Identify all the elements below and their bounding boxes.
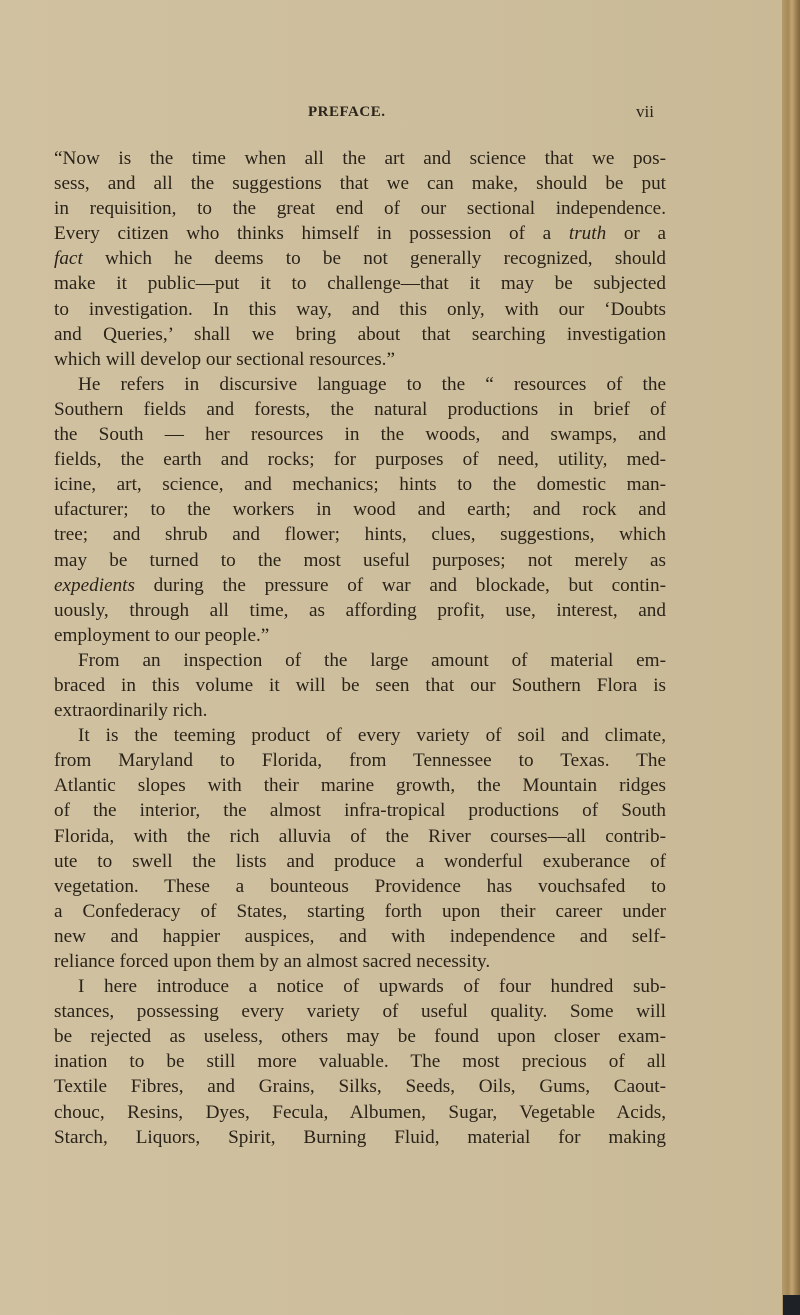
text-run: Atlantic slopes with their marine growth, the Mountain ridges — [54, 775, 666, 797]
text-line — [54, 748, 666, 773]
text-run: vegetation. These a bounteous Providence has vouchsafed to — [54, 875, 666, 897]
text-run: to investigation. In this way, and this only, with our ‘Doubts — [54, 298, 666, 320]
text-line — [54, 347, 666, 372]
text-run: ufacturer; to the workers in wood and earth; and rock and — [54, 499, 666, 521]
body-text — [54, 146, 666, 1150]
text-run: reliance forced upon them by an almost sacred necessity. — [54, 951, 491, 972]
text-line — [54, 271, 666, 296]
text-line — [54, 1024, 666, 1049]
text-line — [54, 548, 666, 573]
text-run: It is the teeming product of every variety of soil and climate, — [78, 725, 666, 747]
text-run: the South — her resources in the woods, and swamps, and — [54, 424, 666, 446]
text-run: ute to swell the lists and produce a wonderful exuberance of — [54, 850, 666, 872]
text-run: “Now is the time when all the art and science that we pos- — [54, 148, 666, 169]
text-run: which will develop our sectional resources.” — [54, 348, 395, 370]
text-line — [54, 422, 666, 447]
text-run: Florida, with the rich alluvia of the River courses—all contrib- — [54, 825, 666, 847]
text-line — [54, 974, 666, 999]
text-line — [54, 372, 666, 397]
text-line — [54, 146, 666, 171]
text-line — [54, 673, 666, 698]
text-line — [54, 171, 666, 196]
text-run: or a — [606, 223, 666, 245]
page-edge — [782, 0, 800, 1315]
text-line — [54, 322, 666, 347]
text-run: sess, and all the suggestions that we can make, should be put — [54, 173, 666, 195]
text-line — [54, 1049, 666, 1074]
text-run: in requisition, to the great end of our sectional independence. — [54, 198, 666, 220]
text-run: which he deems to be not generally recognized, should — [82, 248, 666, 270]
text-line — [54, 397, 666, 422]
text-run: ination to be still more valuable. The most precious of all — [54, 1051, 666, 1073]
text-run: extraordinarily rich. — [54, 700, 208, 722]
running-head — [0, 104, 784, 128]
text-run: uously, through all time, as affording profit, use, interest, and — [54, 599, 666, 621]
text-run: be rejected as useless, others may be found upon closer exam- — [54, 1026, 666, 1048]
text-line — [54, 472, 666, 497]
text-run: icine, art, science, and mechanics; hints to the domestic man- — [54, 474, 666, 496]
text-line — [54, 623, 666, 648]
text-line — [54, 196, 666, 221]
text-run: Southern fields and forests, the natural productions in brief of — [54, 398, 666, 420]
text-run: tree; and shrub and flower; hints, clues, suggestions, which — [54, 524, 666, 546]
text-line — [54, 297, 666, 322]
text-line — [54, 999, 666, 1024]
text-line — [54, 573, 666, 598]
text-run: He refers in discursive language to the “ resources of the — [78, 373, 666, 395]
text-line — [54, 1074, 666, 1099]
text-run: from Maryland to Florida, from Tennessee to Texas. The — [54, 750, 666, 772]
text-run: braced in this volume it will be seen that our Southern Flora is — [54, 674, 666, 696]
text-line — [54, 246, 666, 271]
text-line — [54, 798, 666, 823]
page-edge-shadow — [783, 1295, 800, 1315]
italic-run: fact — [54, 248, 83, 270]
text-run: may be turned to the most useful purposes; not merely as — [54, 549, 666, 571]
text-line — [54, 1125, 666, 1150]
text-run: From an inspection of the large amount of material em- — [78, 649, 666, 671]
text-line — [54, 849, 666, 874]
text-run: a Confederacy of States, starting forth upon their career under — [54, 900, 666, 922]
text-line — [54, 497, 666, 522]
text-run: I here introduce a notice of upwards of four hundred sub- — [78, 976, 666, 998]
text-run: make it public—put it to challenge—that it may be subjected — [54, 273, 666, 295]
text-run: new and happier auspices, and with independence and self- — [54, 925, 666, 947]
text-run: and Queries,’ shall we bring about that searching investigation — [54, 323, 666, 345]
text-line — [54, 522, 666, 547]
text-run: Every citizen who thinks himself in possession of a — [54, 223, 569, 245]
running-head-title: PREFACE. — [308, 104, 386, 120]
text-line — [54, 598, 666, 623]
text-run: of the interior, the almost infra-tropical productions of South — [54, 800, 666, 822]
text-line — [54, 949, 666, 974]
italic-run: truth — [568, 223, 607, 245]
text-line — [54, 924, 666, 949]
text-run: Starch, Liquors, Spirit, Burning Fluid, material for making — [54, 1126, 666, 1148]
text-line — [54, 221, 666, 246]
text-line — [54, 773, 666, 798]
text-run: employment to our people.” — [54, 624, 270, 646]
text-line — [54, 1100, 666, 1125]
text-line — [54, 648, 666, 673]
text-run: stances, possessing every variety of useful quality. Some will — [54, 1001, 666, 1023]
text-line — [54, 899, 666, 924]
text-run: Textile Fibres, and Grains, Silks, Seeds, Oils, Gums, Caout- — [54, 1076, 666, 1098]
text-line — [54, 723, 666, 748]
page-number: vii — [636, 102, 654, 121]
text-run: fields, the earth and rocks; for purposes of need, utility, med- — [54, 449, 666, 471]
text-run: chouc, Resins, Dyes, Fecula, Albumen, Sugar, Vegetable Acids, — [54, 1101, 666, 1123]
text-line — [54, 824, 666, 849]
text-line — [54, 447, 666, 472]
text-run: during the pressure of war and blockade, but contin- — [134, 574, 666, 596]
text-line — [54, 698, 666, 723]
italic-run: expedients — [54, 574, 135, 596]
text-line — [54, 874, 666, 899]
